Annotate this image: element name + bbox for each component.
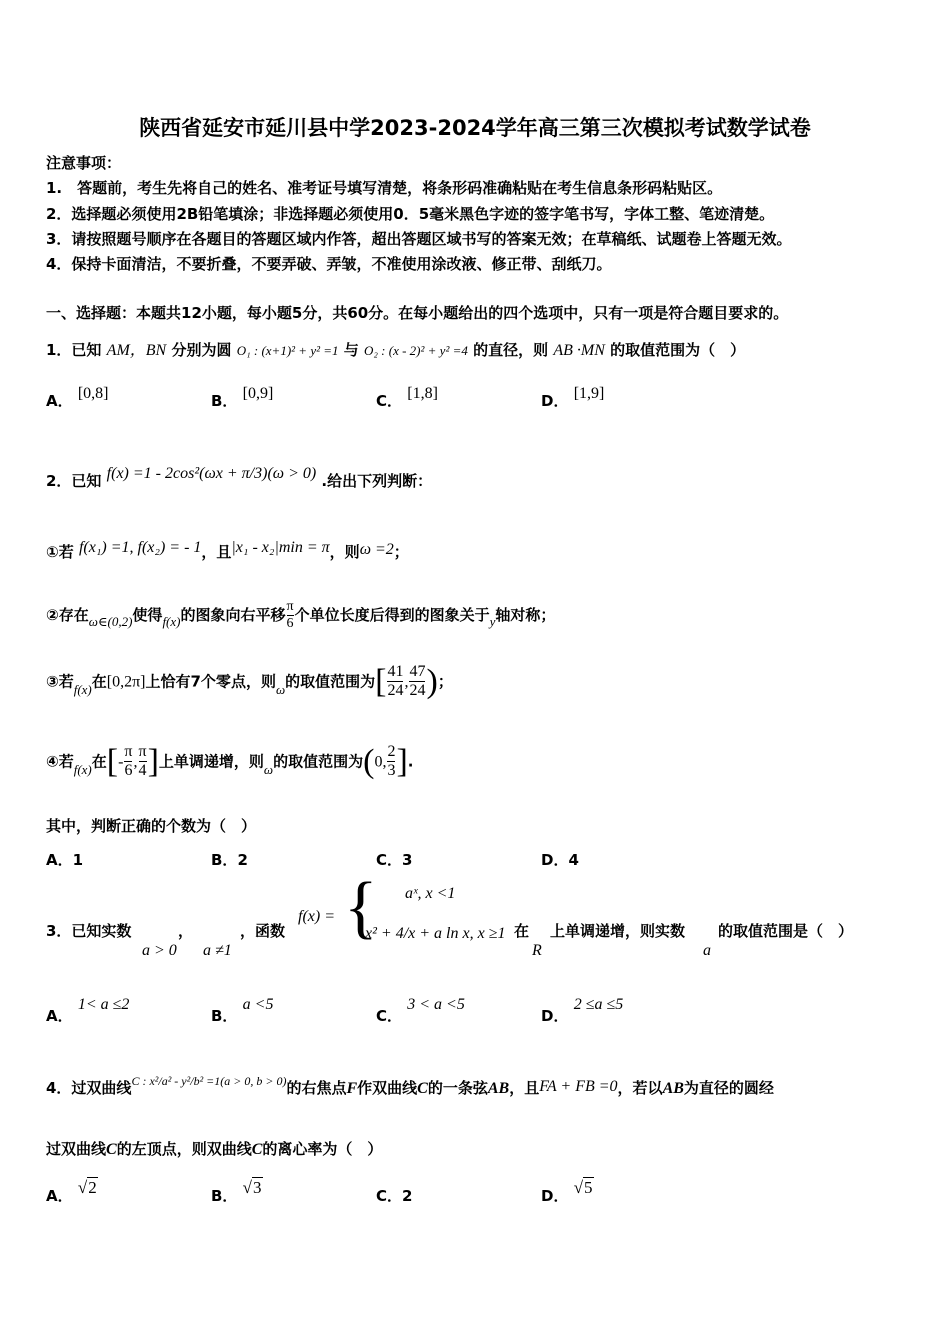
q3-cond-a-not-one: a ≠1 xyxy=(203,942,232,959)
q2-conclusion: 其中，判断正确的个数为（ ） xyxy=(46,817,257,835)
q3-option-a: A． 1< a ≤2 xyxy=(46,996,130,1025)
q2-option-a: A．1 xyxy=(46,851,84,869)
q2-option-c: C．3 xyxy=(376,851,413,869)
q3-cond-a-positive: a > 0 xyxy=(142,942,177,959)
q3-function-name: f(x) = xyxy=(298,908,335,925)
q3-domain: R xyxy=(532,942,542,959)
q1-circle1: O₁ : (x+1)² + y² =1 xyxy=(236,343,339,358)
notice-item: 3．请按照题号顺序在各题目的答题区域内作答，超出答题区域书写的答案无效；在草稿纸、试题卷上答题无效。 xyxy=(46,230,792,248)
notice-item: 1. 答题前，考生先将自己的姓名、准考证号填写清楚，将条形码准确粘贴在考生信息条形码粘贴区。 xyxy=(46,179,723,197)
q3-num: 3．已知实数 xyxy=(46,922,132,940)
q2-statement-3: ③若f(x)在[0,2π]上恰有7个零点，则ω的取值范围为[ $\frac{41}{24}$ , $\frac{47}{24}$ )； xyxy=(46,662,453,700)
q3-option-c: C． 3 < a <5 xyxy=(376,996,465,1025)
notice-item: 4．保持卡面清洁，不要折叠，不要弄破、弄皱，不准使用涂改液、修正带、刮纸刀。 xyxy=(46,255,612,273)
q4-line-2: 过双曲线C的左顶点，则双曲线C的离心率为（ ） xyxy=(46,1140,383,1158)
q1-option-b: B． [0,9] xyxy=(211,385,274,410)
q4-curve: C : x²/a² - y²/b² =1(a > 0, b > 0) xyxy=(131,1074,287,1088)
q3-var-a: a xyxy=(703,942,711,959)
q2-statement-1: ①若 f(x₁) =1, f(x₂) = - 1，且|x₁ - x₂|min = π，则ω =2； xyxy=(46,539,409,561)
q1-num: 1．已知 xyxy=(46,341,102,359)
q3-case-2: x² + 4/x + a ln x, x ≥1 xyxy=(365,925,506,942)
q1-option-c: C． [1,8] xyxy=(376,385,438,410)
q3-text: ， xyxy=(178,922,194,940)
q3-case-1: aˣ, x <1 xyxy=(405,885,456,902)
notice-item: 2．选择题必须使用2B铅笔填涂；非选择题必须使用0．5毫米黑色字迹的签字笔书写，字体工整、笔迹清楚。 xyxy=(46,205,775,223)
q1-circle2: O₂ : (x - 2)² + y² =4 xyxy=(364,343,468,358)
q4-option-b: B． √3 xyxy=(211,1178,262,1205)
page-title: 陕西省延安市延川县中学2023-2024学年高三第三次模拟考试数学试卷 xyxy=(139,116,811,140)
notice-heading: 注意事项： xyxy=(46,154,122,172)
q1-text: 分别为圆 xyxy=(171,341,232,359)
q3-brace: { xyxy=(344,869,378,946)
question-1 xyxy=(46,337,745,360)
q3-text: 上单调递增，则实数 xyxy=(550,922,686,940)
q3-text: 的取值范围是（ ） xyxy=(718,922,854,940)
q2-function: f(x) =1 - 2cos²(ωx + π/3)(ω > 0) xyxy=(106,465,317,482)
q2-num: 2．已知 xyxy=(46,472,102,490)
q4-option-c: C．2 xyxy=(376,1187,413,1205)
q3-text: 在 xyxy=(514,922,530,940)
q1-vectors: AM，BN xyxy=(106,342,167,359)
q4-vector-eq: FA + FB =0 xyxy=(539,1078,618,1095)
q3-option-d: D． 2 ≤a ≤5 xyxy=(541,996,624,1025)
q4-option-a: A． √2 xyxy=(46,1178,97,1205)
question-2 xyxy=(46,465,433,491)
section-heading: 一、选择题：本题共12小题，每小题5分，共60分。在每小题给出的四个选项中，只有一项是符合题目要求的。 xyxy=(46,304,789,322)
q1-option-a: A． [0,8] xyxy=(46,385,109,410)
q2-statement-2: ②存在ω∈(0,2)使得f(x)的图象向右平移 $\frac{\pi}{6}$ 个单位长度后得到的图象关于y轴对称； xyxy=(46,599,556,631)
q2-option-d: D．4 xyxy=(541,851,579,869)
q2-text: .给出下列判断： xyxy=(321,472,433,490)
q1-dot-product: AB ·MN xyxy=(553,342,605,359)
q2-statement-4: ④若f(x)在[- $\frac{\pi}{6}$ , $\frac{\pi}{4}$ ]上单调递增，则ω的取值范围为(0, $\frac{2}{3}$ ]. xyxy=(46,742,414,780)
q1-text: 的直径，则 xyxy=(473,341,549,359)
q4-option-d: D． √5 xyxy=(541,1178,593,1205)
q3-text: ，函数 xyxy=(240,922,286,940)
q1-text: 与 xyxy=(343,341,359,359)
q3-option-b: B． a <5 xyxy=(211,996,274,1025)
question-4: 4．过双曲线$^{C : x^2/a^2 - y^2/b^2 =1(a > 0, b > 0)}$的右焦点F作双曲线C的一条弦AB，且FA + FB =0，若以AB为直径的圆经 xyxy=(46,1074,774,1097)
q2-option-b: B．2 xyxy=(211,851,248,869)
q1-text: 的取值范围为（ ） xyxy=(610,341,746,359)
q1-option-d: D． [1,9] xyxy=(541,385,605,410)
